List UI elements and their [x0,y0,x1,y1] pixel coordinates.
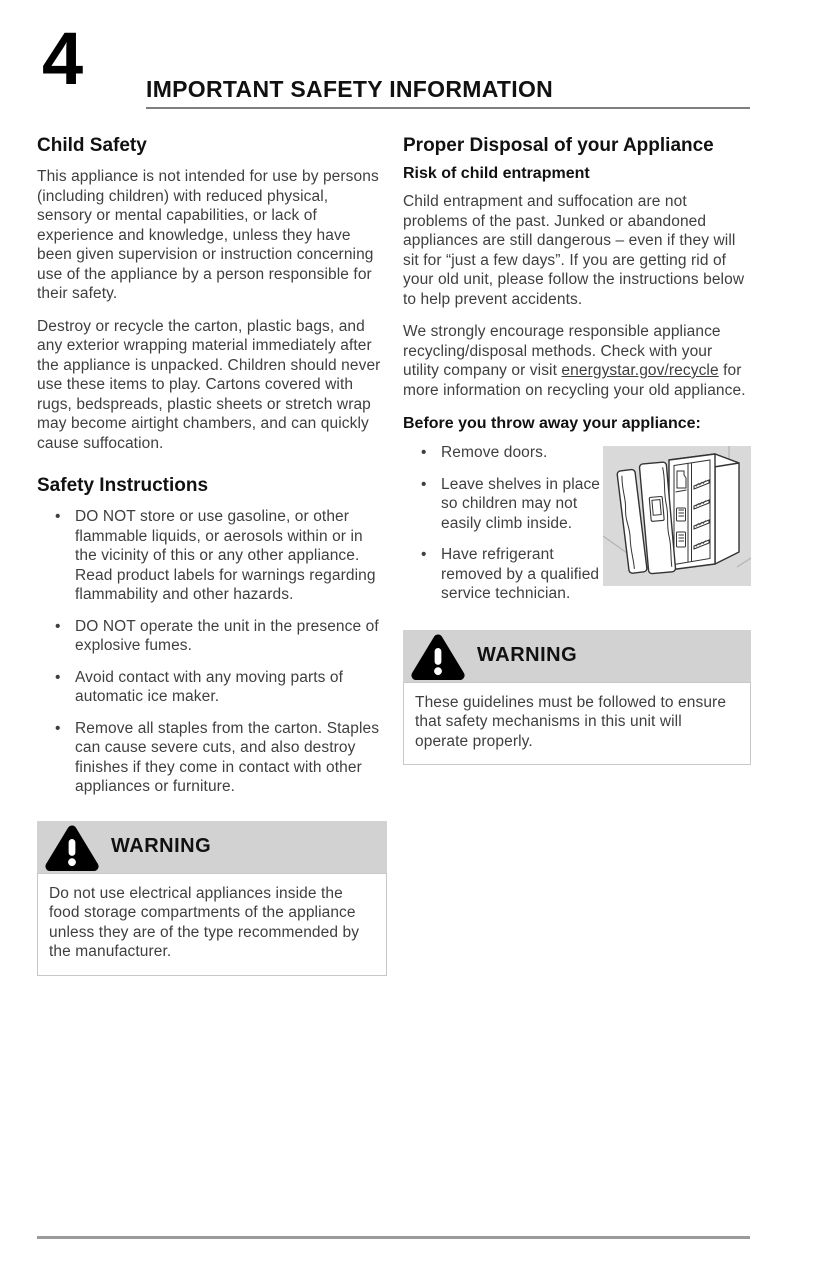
disposal-paragraph-2-after: for more information on recycling your old appliance. [403,362,746,399]
energystar-link[interactable]: energystar.gov/recycle [561,362,719,379]
disposal-paragraph-1: Child entrapment and suffocation are not problems of the past. Junked or abandoned appliances are still dangerous – even if they will sit for “just a few days”. If you are getting rid of your old unit, please follow the instructions below to help prevent accidents. [403,193,745,308]
right-column [403,135,751,976]
warning-header [403,630,751,682]
page-title: IMPORTANT SAFETY INFORMATION [146,76,554,102]
list-item: • Remove all staples from the carton. Staples can cause severe cuts, and also destroy finishes if they come in contact with other appliances or furniture. [37,719,387,797]
warning-text: Do not use electrical appliances inside the food storage compartments of the appliance unless they are of the type recommended by the manufacturer. [37,873,387,976]
disposal-paragraph-2-before: We strongly encourage responsible appliance recycling/disposal methods. Check with your utility company or visit [403,323,721,379]
child-safety-paragraph-1: This appliance is not intended for use by persons (including children) with reduced physical, sensory or mental capabilities, or lack of experience and knowledge, unless they have been given supervision or instruction concerning use of the appliance by a person responsible for their safety. [37,168,379,302]
left-column [37,135,387,976]
warning-label: WARNING [111,835,212,857]
child-safety-paragraph-2: Destroy or recycle the carton, plastic bags, and any exterior wrapping material immediately after the appliance is unpacked. Children should never use these items to play. Cartons covered with rugs, bedspreads, plastic sheets or stretch wrap may become airtight chambers, and can quickly cause suffocation. [37,317,381,452]
proper-disposal-heading: Proper Disposal of your Appliance [403,135,714,156]
list-item: • Have refrigerant removed by a qualified service technician. [403,545,603,604]
content-columns [37,135,787,976]
child-safety-heading: Child Safety [37,135,147,156]
list-item: • DO NOT store or use gasoline, or other flammable liquids, or aerosols within or in the vicinity of this or any other appliance. Read product labels for warnings regarding flammability and other hazards. [37,507,387,605]
disposal-row [403,443,751,616]
list-item: • Leave shelves in place so children may not easily climb inside. [403,475,603,534]
safety-instructions-list [37,507,387,797]
refrigerator-doors-removed-image [603,446,751,586]
warning-text: These guidelines must be followed to ensure that safety mechanisms in this unit will operate properly. [403,682,751,766]
page-number: 4 [42,17,82,100]
list-item: • DO NOT operate the unit in the presence of explosive fumes. [37,617,387,656]
page-header [0,0,825,135]
warning-box-guidelines [403,630,751,766]
warning-triangle-icon [411,632,465,680]
warning-triangle-icon [45,823,99,871]
disposal-paragraph-2 [403,322,751,400]
before-throw-away-subheading: Before you throw away your appliance: [403,415,701,432]
warning-label: WARNING [477,644,578,666]
list-item: • Avoid contact with any moving parts of automatic ice maker. [37,668,387,707]
before-throw-away-list [403,443,603,616]
risk-entrapment-subheading: Risk of child entrapment [403,165,590,182]
warning-header [37,821,387,873]
list-item: • Remove doors. [403,443,603,463]
title-rule [146,107,750,109]
warning-box-electrical [37,821,387,976]
footer-rule [37,1236,750,1239]
safety-instructions-heading: Safety Instructions [37,475,209,496]
